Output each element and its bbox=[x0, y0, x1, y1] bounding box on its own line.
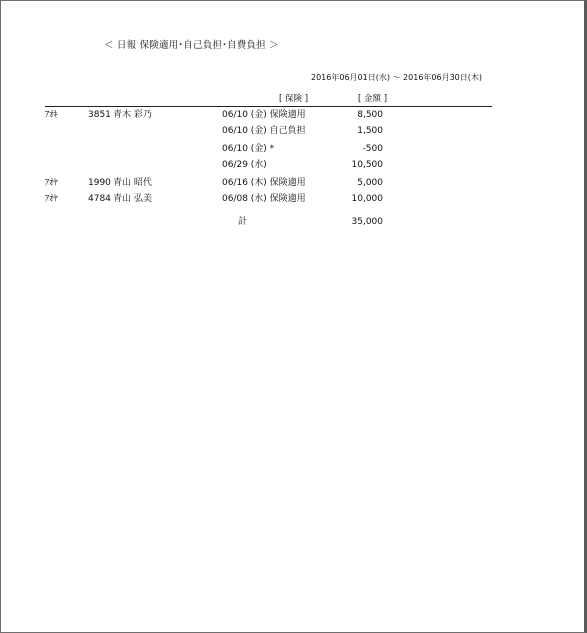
row-patient-name: 青山 弘美 bbox=[113, 194, 152, 204]
row-date-item: 06/29 (水) bbox=[222, 160, 267, 170]
row-kana: ｱｵﾔ bbox=[45, 194, 58, 204]
row-amount: -500 bbox=[362, 144, 383, 154]
header-insurance: [ 保険 ] bbox=[279, 94, 309, 104]
report-title: ＜ 日報 保険適用･自己負担･自費負担 ＞ bbox=[104, 40, 279, 51]
report-period: 2016年06月01日(水) ～ 2016年06月30日(木) bbox=[311, 73, 483, 82]
row-date-item: 06/16 (木) 保険適用 bbox=[222, 178, 306, 188]
header-divider bbox=[45, 106, 492, 107]
row-date-item: 06/08 (水) 保険適用 bbox=[222, 194, 306, 204]
row-kana: ｱｵﾔ bbox=[45, 178, 58, 188]
row-patient-id: 4784 bbox=[88, 194, 111, 204]
row-amount: 10,000 bbox=[351, 194, 383, 204]
row-date-item: 06/10 (金) * bbox=[222, 144, 275, 154]
total-label: 計 bbox=[238, 217, 248, 227]
row-patient-name: 青山 昭代 bbox=[113, 178, 152, 188]
row-amount: 1,500 bbox=[357, 126, 383, 136]
row-date-item: 06/10 (金) 保険適用 bbox=[222, 110, 306, 120]
row-date-item: 06/10 (金) 自己負担 bbox=[222, 126, 306, 136]
row-amount: 10,500 bbox=[351, 160, 383, 170]
row-amount: 5,000 bbox=[357, 178, 383, 188]
row-amount: 8,500 bbox=[357, 110, 383, 120]
row-patient-id: 3851 bbox=[88, 110, 111, 120]
total-amount: 35,000 bbox=[351, 217, 383, 227]
row-kana: ｱｵｷ bbox=[45, 110, 58, 120]
row-patient-id: 1990 bbox=[88, 178, 111, 188]
row-patient-name: 青木 彩乃 bbox=[113, 110, 152, 120]
header-amount: [ 金額 ] bbox=[358, 94, 388, 104]
